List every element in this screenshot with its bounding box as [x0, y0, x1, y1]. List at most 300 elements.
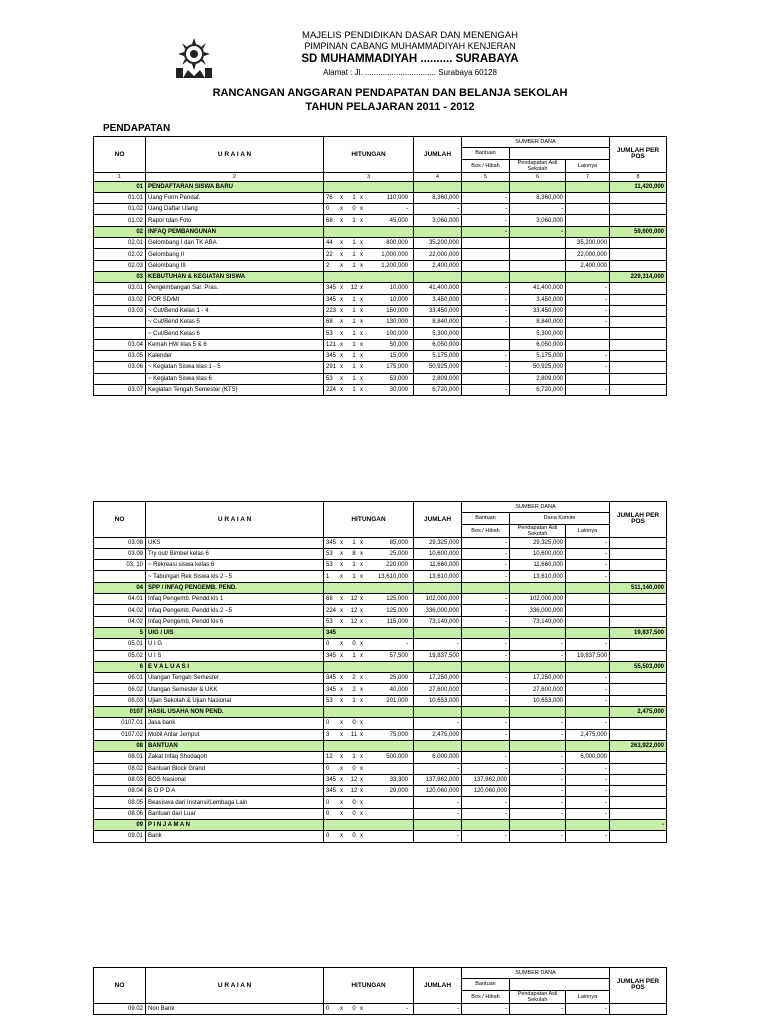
bos-cell: -: [462, 684, 510, 695]
pas-cell: -: [510, 831, 566, 842]
lainnya-cell: [566, 594, 610, 605]
category-name: INFAQ PEMBANGUNAN: [146, 226, 324, 237]
times-sign: x: [360, 364, 363, 371]
jumlah-cell: -: [414, 639, 462, 650]
jumlah-cell: 17,250,000: [414, 673, 462, 684]
months-value: 12: [350, 607, 358, 614]
hitungan-cell: [324, 537, 414, 548]
hitungan-cell: [324, 639, 414, 650]
column-number: 3: [324, 172, 414, 181]
item-no: 05.02: [94, 650, 146, 661]
item-no: 01.02: [94, 215, 146, 226]
pas-cell: [510, 238, 566, 249]
bos-cell: [462, 181, 510, 192]
per-pos-cell: 263,922,000: [610, 740, 667, 751]
hitungan-cell: [324, 673, 414, 684]
pas-cell: 8,360,000: [510, 192, 566, 203]
unit-price: 57,500: [389, 652, 408, 659]
unit-price: 150,000: [386, 308, 408, 314]
months-value: 1: [352, 195, 356, 202]
lainnya-cell: 35,200,000: [566, 238, 610, 249]
qty-value: 44: [326, 240, 333, 247]
item-no: [94, 328, 146, 339]
lainnya-cell: -: [566, 537, 610, 548]
qty-value: 345: [326, 686, 337, 693]
item-no: 08.06: [94, 808, 146, 819]
table-row: [94, 204, 667, 215]
times-sign: x: [360, 788, 363, 795]
times-sign: x: [340, 551, 343, 558]
table-row: [94, 192, 667, 203]
jumlah-cell: 6,000,000: [414, 752, 462, 763]
qty-value: 345: [326, 788, 337, 795]
lainnya-cell: -: [566, 362, 610, 373]
item-no: 04.02: [94, 605, 146, 616]
months-value: 1: [352, 652, 356, 659]
per-pos-cell: [610, 774, 667, 785]
bos-cell: 137,862,000: [462, 774, 510, 785]
table-row: [94, 339, 667, 350]
item-description: Ulangan Semester & UKK: [146, 684, 324, 695]
col-bantuan: Bantuan: [462, 148, 510, 159]
item-description: Gelombang I dari TK ABA: [146, 238, 324, 249]
hitungan-cell: [324, 249, 414, 260]
pas-cell: -: [510, 226, 566, 237]
times-sign: x: [340, 308, 343, 314]
pas-cell: [510, 820, 566, 831]
unit-price: 53,000: [389, 375, 408, 382]
per-pos-cell: [610, 192, 667, 203]
per-pos-cell: [610, 718, 667, 729]
bos-cell: [462, 249, 510, 260]
times-sign: x: [360, 217, 363, 224]
item-description: Gelombang II: [146, 249, 324, 260]
qty-value: 345: [326, 285, 337, 292]
table-row: [94, 752, 667, 763]
times-sign: x: [360, 206, 363, 213]
bos-cell: [462, 339, 510, 350]
jumlah-cell: -: [414, 797, 462, 808]
times-sign: x: [360, 799, 363, 806]
qty-value: 2: [326, 262, 330, 269]
times-sign: x: [360, 641, 363, 648]
months-value: 0: [352, 206, 356, 213]
pas-cell: -: [510, 718, 566, 729]
jumlah-cell: 137,862,000: [414, 774, 462, 785]
hitungan-cell: [324, 560, 414, 571]
hitungan-cell: [324, 774, 414, 785]
per-pos-cell: [610, 384, 667, 395]
qty-value: 53: [326, 551, 333, 558]
pas-cell: 102,000,000: [510, 594, 566, 605]
col-bantuan: Bantuan: [462, 979, 510, 990]
col-dana-komite: [510, 148, 610, 159]
bos-cell: -: [462, 616, 510, 627]
jumlah-cell: -: [414, 718, 462, 729]
item-no: 0107.02: [94, 729, 146, 740]
months-value: 1: [352, 330, 356, 337]
bos-cell: [462, 661, 510, 672]
item-no: 03.02: [94, 294, 146, 305]
pas-cell: 8,840,000: [510, 317, 566, 328]
item-no: 03.08: [94, 537, 146, 548]
months-value: 1: [352, 754, 356, 761]
per-pos-cell: [610, 548, 667, 559]
table-row: [94, 797, 667, 808]
per-pos-cell: [610, 249, 667, 260]
per-pos-cell: [610, 808, 667, 819]
hitungan-cell: [324, 605, 414, 616]
table-row: [94, 384, 667, 395]
column-number: 7: [566, 172, 610, 181]
times-sign: x: [360, 697, 363, 704]
pas-cell: -: [510, 763, 566, 774]
col-bos-hibah: Bos / Hibah: [462, 990, 510, 1003]
hitungan-cell: [324, 271, 414, 282]
item-no: 04.02: [94, 616, 146, 627]
lainnya-cell: [566, 582, 610, 593]
category-row: [94, 707, 667, 718]
jumlah-cell: -: [414, 763, 462, 774]
times-sign: x: [360, 810, 363, 817]
lainnya-cell: -: [566, 294, 610, 305]
item-no: 0107.01: [94, 718, 146, 729]
lainnya-cell: [566, 226, 610, 237]
lainnya-cell: 22,000,000: [566, 249, 610, 260]
pas-cell: 10,600,000: [510, 548, 566, 559]
months-value: 0: [352, 641, 356, 648]
table-row: [94, 238, 667, 249]
lainnya-cell: -: [566, 305, 610, 316]
col-bos-hibah: Bos / Hibah: [462, 524, 510, 537]
months-value: 2: [352, 686, 356, 693]
per-pos-cell: [610, 650, 667, 661]
pas-cell: [510, 582, 566, 593]
item-description: ~ Kegiatan Siswa klas 1 - 5: [146, 362, 324, 373]
bos-cell: -: [462, 831, 510, 842]
times-sign: x: [360, 195, 363, 202]
column-number: 1: [94, 172, 146, 181]
hitungan-cell: [324, 616, 414, 627]
months-value: 1: [352, 319, 356, 326]
per-pos-cell: [610, 294, 667, 305]
pas-cell: 3,450,000: [510, 294, 566, 305]
col-hitungan: HITUNGAN: [324, 137, 414, 173]
table-row: [94, 351, 667, 362]
times-sign: x: [340, 833, 343, 840]
bos-cell: -: [462, 752, 510, 763]
lainnya-cell: [566, 616, 610, 627]
item-description: ~ Rekreasi siswa kelas 6: [146, 560, 324, 571]
category-no: 08: [94, 740, 146, 751]
qty-value: 76: [326, 195, 333, 202]
qty-value: 223: [326, 308, 337, 314]
per-pos-cell: 229,314,000: [610, 271, 667, 282]
pas-cell: [510, 271, 566, 282]
times-sign: x: [360, 1005, 363, 1012]
budget-table-1: [93, 136, 667, 396]
hitungan-cell: [324, 362, 414, 373]
category-name: P I N J A M A N: [146, 820, 324, 831]
item-description: ~ Cut/Bend Kelas 6: [146, 328, 324, 339]
times-sign: x: [340, 375, 343, 382]
qty-value: 53: [326, 375, 333, 382]
table-row: [94, 215, 667, 226]
months-value: 11: [350, 731, 358, 738]
jumlah-cell: 6,050,000: [414, 339, 462, 350]
pas-cell: 11,660,000: [510, 560, 566, 571]
jumlah-cell: -: [414, 204, 462, 215]
hitungan-cell: [324, 820, 414, 831]
months-value: 12: [350, 596, 358, 603]
unit-price: 800,000: [386, 240, 408, 247]
months-value: 1: [352, 262, 356, 269]
category-name: HASIL USAHA NON PEND.: [146, 707, 324, 718]
item-description: Infaq Pengemb. Pendd kls 2 - 5: [146, 605, 324, 616]
table-row: [94, 1003, 667, 1014]
times-sign: x: [340, 1005, 343, 1012]
times-sign: x: [360, 618, 363, 625]
table-row: [94, 560, 667, 571]
item-description: ~ Cut/Bend Kelas 1 - 4: [146, 305, 324, 316]
lainnya-cell: -: [566, 673, 610, 684]
qty-value: 0: [326, 720, 330, 727]
table-row: [94, 616, 667, 627]
lainnya-cell: -: [566, 571, 610, 582]
times-sign: x: [360, 551, 363, 558]
unit-price: 40,000: [389, 686, 408, 693]
hitungan-cell: [324, 215, 414, 226]
times-sign: x: [340, 720, 343, 727]
hitungan-cell: [324, 260, 414, 271]
item-description: Uang Form Pendaf.: [146, 192, 324, 203]
hitungan-cell: 345: [324, 627, 414, 638]
item-description: B O P D A: [146, 786, 324, 797]
bos-cell: [462, 820, 510, 831]
hitungan-cell: [324, 373, 414, 384]
category-row: [94, 181, 667, 192]
per-pos-cell: [610, 305, 667, 316]
jumlah-cell: 5,300,000: [414, 328, 462, 339]
months-value: 0: [352, 1005, 356, 1012]
lainnya-cell: -: [566, 384, 610, 395]
table-row: [94, 831, 667, 842]
hitungan-cell: [324, 1003, 414, 1014]
bos-cell: -: [462, 650, 510, 661]
jumlah-cell: [414, 271, 462, 282]
pas-cell: 73,140,000: [510, 616, 566, 627]
times-sign: x: [340, 607, 343, 614]
pas-cell: 29,325,000: [510, 537, 566, 548]
times-sign: x: [340, 217, 343, 224]
category-row: [94, 820, 667, 831]
jumlah-cell: 22,000,000: [414, 249, 462, 260]
col-bantuan: Bantuan: [462, 513, 510, 524]
unit-price: 500,000: [386, 754, 408, 761]
months-value: 12: [350, 285, 358, 292]
times-sign: x: [360, 731, 363, 738]
table-row: [94, 639, 667, 650]
pas-cell: 3,060,000: [510, 215, 566, 226]
table-row: [94, 718, 667, 729]
item-no: 08.05: [94, 797, 146, 808]
lainnya-cell: 19,837,500: [566, 650, 610, 661]
unit-price: 25,000: [389, 551, 408, 558]
lainnya-cell: -: [566, 317, 610, 328]
col-pendapatan-asli: Pendapatan Asli Sekolah: [510, 990, 566, 1003]
unit-price: 10,000: [389, 296, 408, 303]
jumlah-cell: 41,400,000: [414, 283, 462, 294]
item-no: 09.02: [94, 1003, 146, 1014]
pas-cell: -: [510, 752, 566, 763]
item-description: Rapor tdan Foto: [146, 215, 324, 226]
item-no: 03. 10: [94, 560, 146, 571]
per-pos-cell: [610, 695, 667, 706]
table-row: [94, 373, 667, 384]
bos-cell: -: [462, 226, 510, 237]
pas-cell: 5,300,000: [510, 328, 566, 339]
qty-value: 22: [326, 251, 333, 258]
pas-cell: [510, 260, 566, 271]
org-line-2: PIMPINAN CABANG MUHAMMADIYAH KENJERAN: [304, 41, 516, 51]
item-description: Gelombang III: [146, 260, 324, 271]
table-row: [94, 650, 667, 661]
times-sign: x: [340, 285, 343, 292]
hitungan-cell: [324, 328, 414, 339]
times-sign: x: [340, 330, 343, 337]
table-row: [94, 305, 667, 316]
col-no: NO: [94, 502, 146, 538]
per-pos-cell: 19,837,500: [610, 627, 667, 638]
months-value: 1: [352, 562, 356, 569]
per-pos-cell: [610, 797, 667, 808]
months-value: 2: [352, 675, 356, 682]
col-sumber-dana: SUMBER DANA: [462, 968, 610, 979]
table-row: [94, 763, 667, 774]
times-sign: x: [360, 833, 363, 840]
item-no: 04.01: [94, 594, 146, 605]
item-description: Kalender: [146, 351, 324, 362]
unit-price: 10,000: [389, 285, 408, 292]
item-description: U I S: [146, 650, 324, 661]
item-description: Mobil Antar Jemput: [146, 729, 324, 740]
hitungan-cell: [324, 786, 414, 797]
months-value: 1: [352, 573, 356, 580]
item-no: 05.01: [94, 639, 146, 650]
item-no: 03.05: [94, 351, 146, 362]
bos-cell: -: [462, 283, 510, 294]
months-value: 1: [352, 364, 356, 371]
jumlah-cell: -: [414, 1003, 462, 1014]
unit-price: 45,000: [389, 217, 408, 224]
per-pos-cell: -: [610, 820, 667, 831]
qty-value: 345: [326, 296, 337, 303]
item-description: Bantuan dari Luar: [146, 808, 324, 819]
hitungan-cell: [324, 351, 414, 362]
pas-cell: -: [510, 786, 566, 797]
lainnya-cell: -: [566, 283, 610, 294]
jumlah-cell: 10,600,000: [414, 548, 462, 559]
times-sign: x: [340, 788, 343, 795]
months-value: 0: [352, 765, 356, 772]
qty-value: 0: [326, 1005, 330, 1012]
per-pos-cell: [610, 351, 667, 362]
lainnya-cell: -: [566, 808, 610, 819]
hitungan-cell: [324, 831, 414, 842]
per-pos-cell: [610, 317, 667, 328]
lainnya-cell: -: [566, 797, 610, 808]
qty-value: 224: [326, 607, 337, 614]
category-name: PENDAFTARAN SISWA BARU: [146, 181, 324, 192]
times-sign: x: [340, 262, 343, 269]
hitungan-cell: [324, 718, 414, 729]
table-row: [94, 317, 667, 328]
lainnya-cell: [566, 271, 610, 282]
pas-cell: -: [510, 204, 566, 215]
times-sign: x: [340, 754, 343, 761]
times-sign: x: [360, 308, 363, 314]
pas-cell: 2,809,000: [510, 373, 566, 384]
jumlah-cell: 10,653,000: [414, 695, 462, 706]
bos-cell: -: [462, 548, 510, 559]
bos-cell: -: [462, 1003, 510, 1014]
category-row: [94, 740, 667, 751]
hitungan-cell: [324, 181, 414, 192]
months-value: 1: [352, 308, 356, 314]
hitungan-cell: [324, 684, 414, 695]
times-sign: x: [360, 353, 363, 360]
unit-price: 110,000: [386, 195, 408, 202]
times-sign: x: [360, 720, 363, 727]
col-pendapatan-asli: Pendapatan Asli Sekolah: [510, 524, 566, 537]
item-no: 06.01: [94, 673, 146, 684]
bos-cell: -: [462, 594, 510, 605]
table-row: [94, 362, 667, 373]
category-no: 6: [94, 661, 146, 672]
times-sign: x: [360, 296, 363, 303]
pas-cell: 10,653,000: [510, 695, 566, 706]
table-row: [94, 808, 667, 819]
unit-price: 220,000: [386, 562, 408, 569]
table-row: [94, 294, 667, 305]
lainnya-cell: -: [566, 831, 610, 842]
qty-value: 68: [326, 596, 333, 603]
bos-cell: [462, 707, 510, 718]
table-row: [94, 548, 667, 559]
table-row: [94, 673, 667, 684]
months-value: 1: [352, 353, 356, 360]
qty-value: 0: [326, 206, 330, 213]
bos-cell: -: [462, 384, 510, 395]
table-row: [94, 328, 667, 339]
item-no: 02.01: [94, 238, 146, 249]
qty-value: 345: [326, 539, 337, 546]
col-jumlah-per-pos: JUMLAH PER POS: [610, 502, 667, 538]
lainnya-cell: -: [566, 763, 610, 774]
hitungan-cell: [324, 384, 414, 395]
unit-price: 50,000: [389, 341, 408, 348]
lainnya-cell: -: [566, 548, 610, 559]
col-sumber-dana: SUMBER DANA: [462, 137, 610, 148]
per-pos-cell: [610, 339, 667, 350]
qty-value: 345: [326, 652, 337, 659]
section-heading: PENDAPATAN: [103, 123, 171, 134]
hitungan-cell: [324, 763, 414, 774]
months-value: 0: [352, 833, 356, 840]
pas-cell: 336,000,000: [510, 605, 566, 616]
hitungan-cell: [324, 192, 414, 203]
per-pos-cell: [610, 786, 667, 797]
